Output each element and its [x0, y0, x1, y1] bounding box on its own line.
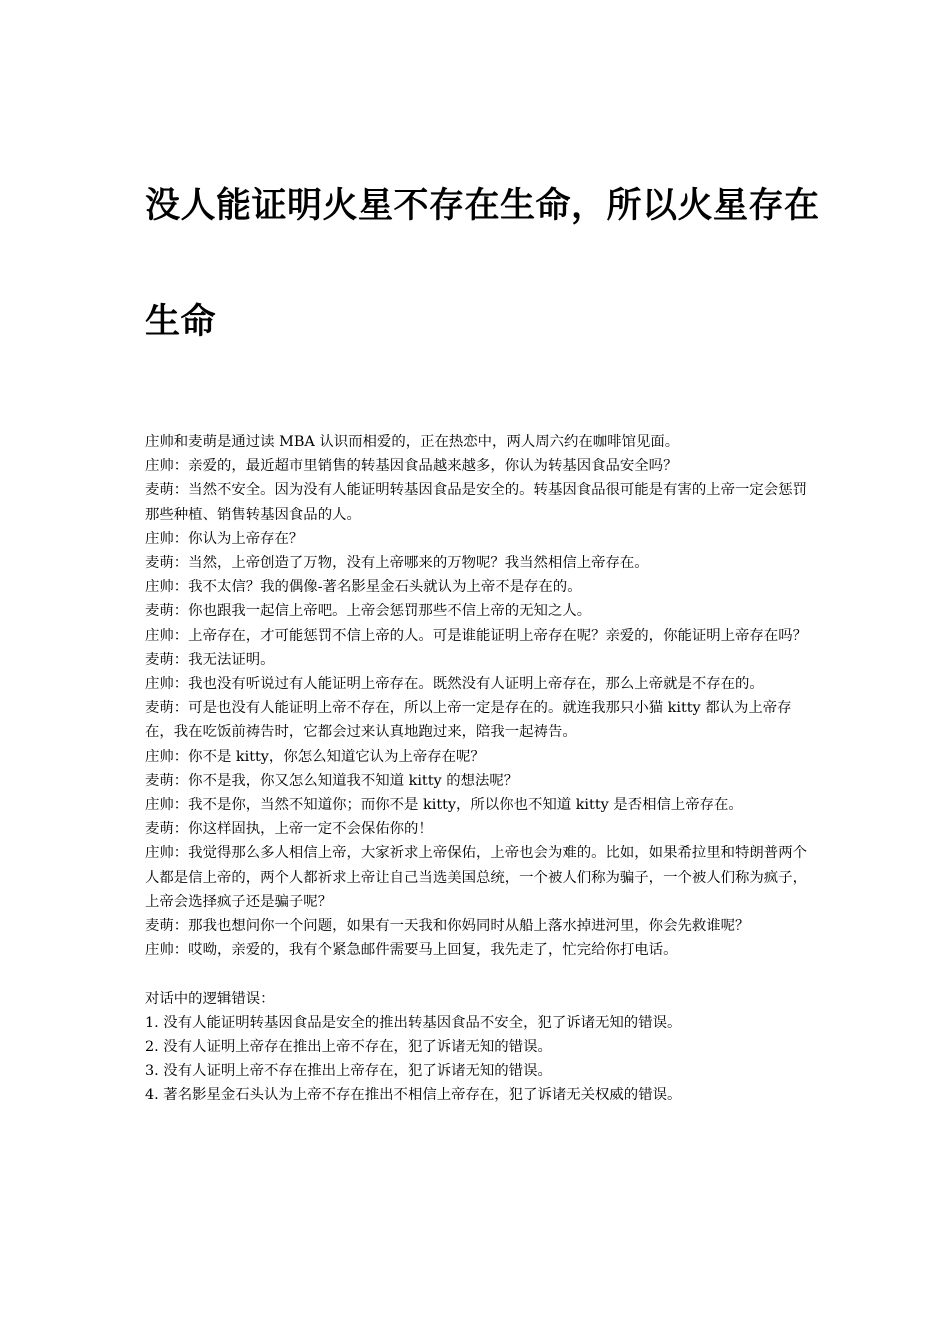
dialogue-line: 庄帅和麦萌是通过读 MBA 认识而相爱的，正在热恋中，两人周六约在咖啡馆见面。 [145, 434, 680, 450]
dialogue-line: 庄帅：上帝存在，才可能惩罚不信上帝的人。可是谁能证明上帝存在呢？亲爱的，你能证明上帝存在吗？ [145, 627, 807, 644]
dialogue-line: 庄帅：你不是 kitty，你怎么知道它认为上帝存在呢？ [145, 748, 485, 765]
dialogue-line: 麦萌：当然，上帝创造了万物，没有上帝哪来的万物呢？我当然相信上帝存在。 [145, 555, 649, 572]
dialogue-line: 麦萌：我无法证明。 [145, 651, 275, 668]
dialogue-line: 庄帅：哎呦，亲爱的，我有个紧急邮件需要马上回复，我先走了，忙完给你打电话。 [145, 942, 678, 959]
dialogue-line: 庄帅：亲爱的，最近超市里销售的转基因食品越来越多，你认为转基因食品安全吗？ [145, 458, 678, 475]
dialogue-line: 庄帅：你认为上帝存在？ [145, 530, 304, 547]
dialogue-line: 麦萌：那我也想问你一个问题，如果有一天我和你妈同时从船上落水掉进河里，你会先救谁呢？ [145, 918, 750, 935]
dialogue-line: 庄帅：我不太信？我的偶像-著名影星金石头就认为上帝不是存在的。 [145, 579, 582, 596]
document-title: 没人能证明火星不存在生命，所以火星存在生命 [145, 186, 820, 342]
dialogue-line: 麦萌：你这样固执，上帝一定不会保佑你的！ [145, 821, 433, 838]
dialogue-line: 庄帅：我不是你，当然不知道你；而你不是 kitty，所以你也不知道 kitty 是否相信上帝存在。 [145, 797, 743, 814]
error-item: 1. 没有人能证明转基因食品是安全的推出转基因食品不安全，犯了诉诸无知的错误。 [145, 1014, 682, 1031]
error-item: 4. 著名影星金石头认为上帝不存在推出不相信上帝存在，犯了诉诸无关权威的错误。 [145, 1087, 682, 1104]
document-body [145, 430, 811, 1108]
dialogue-line: 麦萌：当然不安全。因为没有人能证明转基因食品是安全的。转基因食品很可能是有害的上帝一定会惩罚那些种植、销售转基因食品的人。 [145, 482, 807, 523]
dialogue-line: 庄帅：我觉得那么多人相信上帝，大家祈求上帝保佑，上帝也会为难的。比如，如果希拉里和特朗普两个人都是信上帝的，两个人都祈求上帝让自己当选美国总统，一个被人们称为骗子，一个被人们称为疯子，上帝会选择疯子还是骗子呢？ [145, 845, 807, 910]
error-item: 3. 没有人证明上帝不存在推出上帝存在，犯了诉诸无知的错误。 [145, 1063, 552, 1080]
errors-heading: 对话中的逻辑错误： [145, 990, 275, 1007]
paragraph-spacer [145, 962, 811, 986]
dialogue-line: 庄帅：我也没有听说过有人能证明上帝存在。既然没有人证明上帝存在，那么上帝就是不存在的。 [145, 676, 764, 693]
dialogue-line: 麦萌：你不是我，你又怎么知道我不知道 kitty 的想法呢？ [145, 772, 519, 789]
dialogue-line: 麦萌：可是也没有人能证明上帝不存在，所以上帝一定是存在的。就连我那只小猫 kitty 都认为上帝存在，我在吃饭前祷告时，它都会过来认真地跑过来，陪我一起祷告。 [145, 700, 792, 741]
dialogue-line: 麦萌：你也跟我一起信上帝吧。上帝会惩罚那些不信上帝的无知之人。 [145, 603, 592, 620]
error-item: 2. 没有人证明上帝存在推出上帝不存在，犯了诉诸无知的错误。 [145, 1039, 552, 1056]
